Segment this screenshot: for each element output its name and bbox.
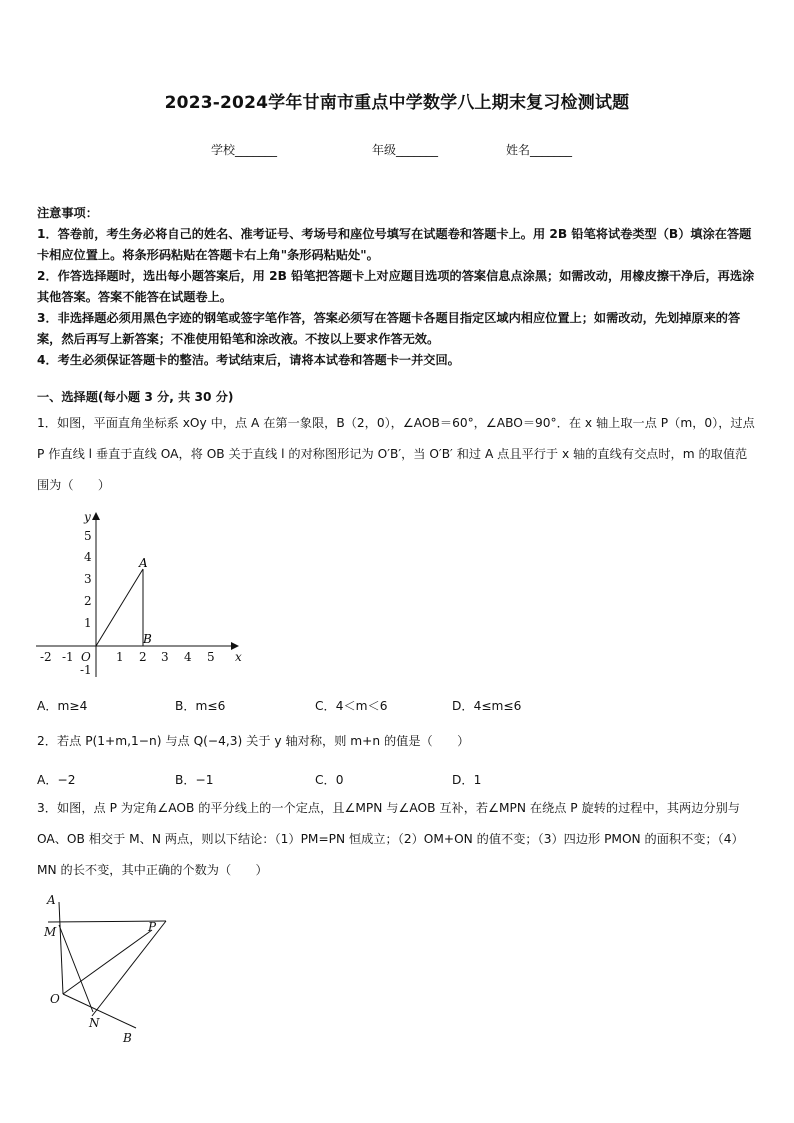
segment-oa xyxy=(96,569,143,646)
question-1-coordinate-figure xyxy=(30,505,250,685)
y-tick-label: -1 xyxy=(80,663,92,677)
question-1-text: 1．如图，平面直角坐标系 xOy 中，点 A 在第一象限，B（2，0），∠AOB＝60°，∠ABO＝90°．在 x 轴上取一点 P（m，0），过点 P 作直线 l 垂直于直线 OA，将 OB 关于直线 l 的对称图形记为 O′B′，当 O′B′ 和过 A 点且平行于 x 轴的直线有交点时，m 的取值范围为（ ） xyxy=(37,416,755,492)
option-d[interactable]: D．4≤m≤6 xyxy=(452,699,522,713)
name-field: 姓名_______ xyxy=(506,143,573,157)
note-item: 3．非选择题必须用黑色字迹的钢笔或签字笔作答，答案必须写在答题卡各题目指定区域内相应位置上；如需改动，先划掉原来的答案，然后再写上新答案；不准使用铅笔和涂改液。不按以上要求作答无效。 xyxy=(37,311,741,346)
point-a-label: A xyxy=(47,893,56,907)
point-n-label: N xyxy=(89,1016,100,1030)
point-b-label: B xyxy=(123,1031,132,1045)
y-tick-label: 2 xyxy=(84,594,92,608)
question-1 xyxy=(37,408,759,501)
option-b[interactable]: B．−1 xyxy=(175,773,214,787)
y-tick-label: 5 xyxy=(84,529,92,543)
option-d[interactable]: D．1 xyxy=(452,773,482,787)
note-item: 2．作答选择题时，选出每小题答案后，用 2B 铅笔把答题卡上对应题目选项的答案信息点涂黑；如需改动，用橡皮擦干净后，再选涂其他答案。答案不能答在试题卷上。 xyxy=(37,269,755,304)
point-o-label: O xyxy=(50,992,60,1006)
page-title: 2023-2024学年甘南市重点中学数学八上期末复习检测试题 xyxy=(164,93,630,113)
point-b-label: B xyxy=(143,632,152,646)
x-axis-label: x xyxy=(235,650,242,664)
question-3-angle-figure xyxy=(38,890,178,1050)
ray-oa xyxy=(59,902,63,994)
school-field: 学校_______ xyxy=(211,143,278,157)
segment-op xyxy=(63,930,152,994)
question-3-text: 3．如图，点 P 为定角∠AOB 的平分线上的一个定点，且∠MPN 与∠AOB 互补，若∠MPN 在绕点 P 旋转的过程中，其两边分别与 OA、OB 相交于 M、N 两点，则以下结论：（1）PM=PN 恒成立；（2）OM+ON 的值不变；（3）四边形 PMON 的面积不变；（4）MN 的长不变，其中正确的个数为（ ） xyxy=(37,801,744,877)
x-tick-label: 2 xyxy=(139,650,147,664)
option-a[interactable]: A．m≥4 xyxy=(37,699,88,713)
point-m-label: M xyxy=(44,925,57,939)
grade-field: 年级_______ xyxy=(372,143,439,157)
section-heading: 一、选择题(每小题 3 分, 共 30 分) xyxy=(37,390,234,404)
origin-label: O xyxy=(81,650,91,664)
option-b[interactable]: B．m≤6 xyxy=(175,699,226,713)
notes-heading: 注意事项： xyxy=(37,206,98,220)
option-c[interactable]: C．0 xyxy=(315,773,344,787)
x-tick-label: 3 xyxy=(161,650,169,664)
x-tick-label: 5 xyxy=(207,650,215,664)
question-3 xyxy=(37,793,759,886)
y-tick-label: 3 xyxy=(84,572,92,586)
segment-pn xyxy=(92,921,166,1016)
note-item: 1．答卷前，考生务必将自己的姓名、准考证号、考场号和座位号填写在试题卷和答题卡上。用 2B 铅笔将试卷类型（B）填涂在答题卡相应位置上。将条形码粘贴在答题卡右上角"条形码粘贴处"。 xyxy=(37,227,752,262)
x-tick-label: 4 xyxy=(184,650,192,664)
x-tick-label: -1 xyxy=(62,650,74,664)
ray-ob xyxy=(63,994,136,1028)
y-tick-label: 1 xyxy=(84,616,92,630)
question-2 xyxy=(37,726,759,757)
y-tick-label: 4 xyxy=(84,550,92,564)
exam-notes xyxy=(37,203,759,371)
option-c[interactable]: C．4＜m＜6 xyxy=(315,699,388,713)
point-a-label: A xyxy=(139,556,148,570)
point-p-label: P xyxy=(148,920,157,934)
question-2-text: 2．若点 P(1+m,1−n) 与点 Q(−4,3) 关于 y 轴对称，则 m+n 的值是（ ） xyxy=(37,734,470,748)
note-item: 4．考生必须保证答题卡的整洁。考试结束后，请将本试卷和答题卡一并交回。 xyxy=(37,353,460,367)
y-axis-label: y xyxy=(84,510,91,524)
x-tick-label: 1 xyxy=(116,650,124,664)
segment-mn xyxy=(59,925,93,1012)
option-a[interactable]: A．−2 xyxy=(37,773,76,787)
x-tick-label: -2 xyxy=(40,650,52,664)
